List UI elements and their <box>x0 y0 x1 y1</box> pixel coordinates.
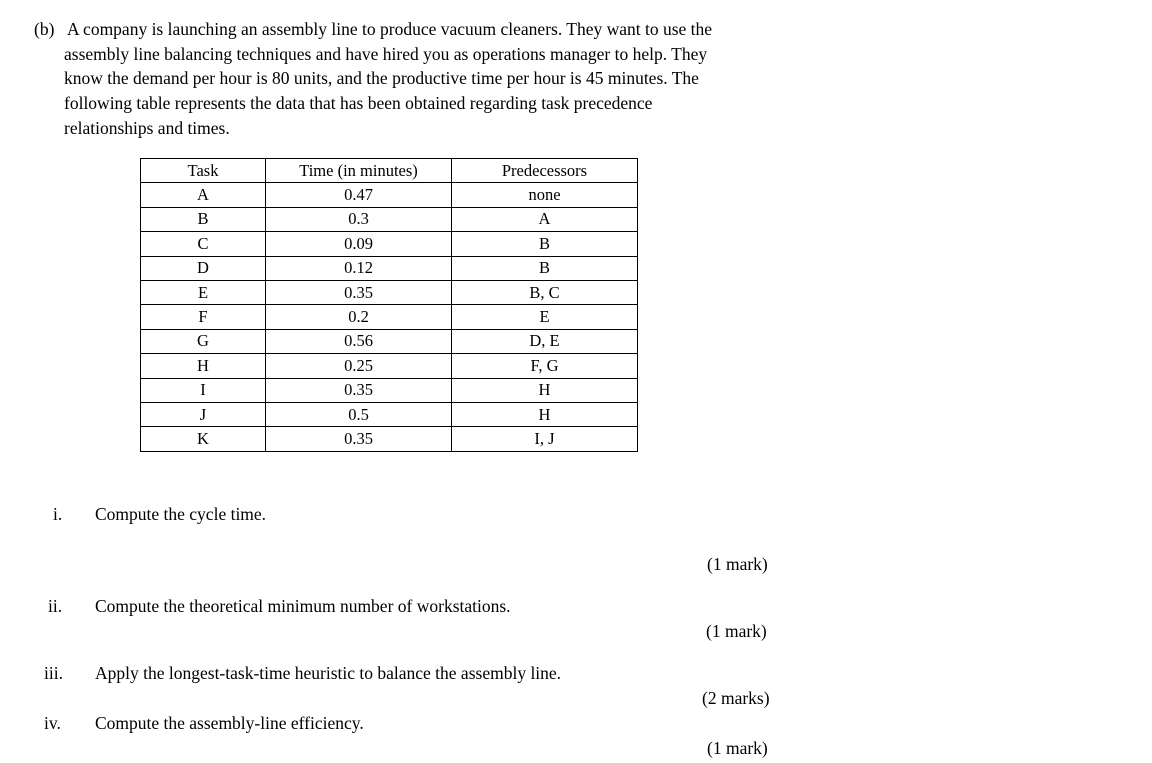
table-row <box>141 183 638 207</box>
predecessors-cell: B <box>452 256 638 280</box>
task-cell: I <box>141 378 266 402</box>
subquestion-marks: (1 mark) <box>707 738 768 758</box>
time-cell: 0.5 <box>266 402 452 426</box>
subquestion-number: i. <box>53 504 63 524</box>
table-row <box>141 402 638 426</box>
question-text-line-3: know the demand per hour is 80 units, and the productive time per hour is 45 minutes. The <box>64 68 699 88</box>
question-text-line-4: following table represents the data that has been obtained regarding task precedence <box>64 93 653 113</box>
predecessors-cell: D, E <box>452 329 638 353</box>
time-cell: 0.2 <box>266 305 452 329</box>
time-cell: 0.35 <box>266 280 452 304</box>
subquestion-text: Compute the theoretical minimum number of workstations. <box>95 596 511 616</box>
task-cell: C <box>141 232 266 256</box>
predecessors-cell: none <box>452 183 638 207</box>
predecessors-cell: B, C <box>452 280 638 304</box>
subquestion-text: Apply the longest-task-time heuristic to balance the assembly line. <box>95 663 562 683</box>
header-task: Task <box>141 159 266 183</box>
task-cell: F <box>141 305 266 329</box>
time-cell: 0.35 <box>266 427 452 451</box>
table-header-row <box>141 159 638 183</box>
subquestion-text: Compute the assembly-line efficiency. <box>95 713 364 733</box>
task-precedence-table <box>140 158 638 452</box>
subquestion-number: iii. <box>44 663 63 683</box>
task-cell: K <box>141 427 266 451</box>
time-cell: 0.47 <box>266 183 452 207</box>
predecessors-cell: A <box>452 207 638 231</box>
time-cell: 0.09 <box>266 232 452 256</box>
subquestion-number: iv. <box>44 713 61 733</box>
predecessors-cell: E <box>452 305 638 329</box>
task-cell: D <box>141 256 266 280</box>
subquestion-marks: (1 mark) <box>707 554 768 574</box>
time-cell: 0.35 <box>266 378 452 402</box>
predecessors-cell: F, G <box>452 354 638 378</box>
predecessors-cell: H <box>452 378 638 402</box>
task-cell: E <box>141 280 266 304</box>
table-row <box>141 232 638 256</box>
question-label: (b) <box>34 19 55 39</box>
table-row <box>141 378 638 402</box>
table-row <box>141 305 638 329</box>
question-text-line-2: assembly line balancing techniques and have hired you as operations manager to help. They <box>64 44 708 64</box>
table-row <box>141 280 638 304</box>
task-cell: H <box>141 354 266 378</box>
predecessors-cell: I, J <box>452 427 638 451</box>
header-time: Time (in minutes) <box>266 159 452 183</box>
task-cell: J <box>141 402 266 426</box>
subquestion-number: ii. <box>48 596 63 616</box>
predecessors-cell: H <box>452 402 638 426</box>
time-cell: 0.12 <box>266 256 452 280</box>
table-row <box>141 427 638 451</box>
subquestion-marks: (2 marks) <box>702 688 770 708</box>
time-cell: 0.3 <box>266 207 452 231</box>
header-predecessors: Predecessors <box>452 159 638 183</box>
question-text-line-5: relationships and times. <box>64 118 230 138</box>
task-cell: G <box>141 329 266 353</box>
subquestion-text: Compute the cycle time. <box>95 504 267 524</box>
subquestion-marks: (1 mark) <box>706 621 767 641</box>
question-text-line-1: A company is launching an assembly line to produce vacuum cleaners. They want to use the <box>67 19 713 39</box>
table-row <box>141 207 638 231</box>
time-cell: 0.25 <box>266 354 452 378</box>
task-cell: A <box>141 183 266 207</box>
table-row <box>141 354 638 378</box>
table-row <box>141 329 638 353</box>
predecessors-cell: B <box>452 232 638 256</box>
task-cell: B <box>141 207 266 231</box>
time-cell: 0.56 <box>266 329 452 353</box>
table-row <box>141 256 638 280</box>
